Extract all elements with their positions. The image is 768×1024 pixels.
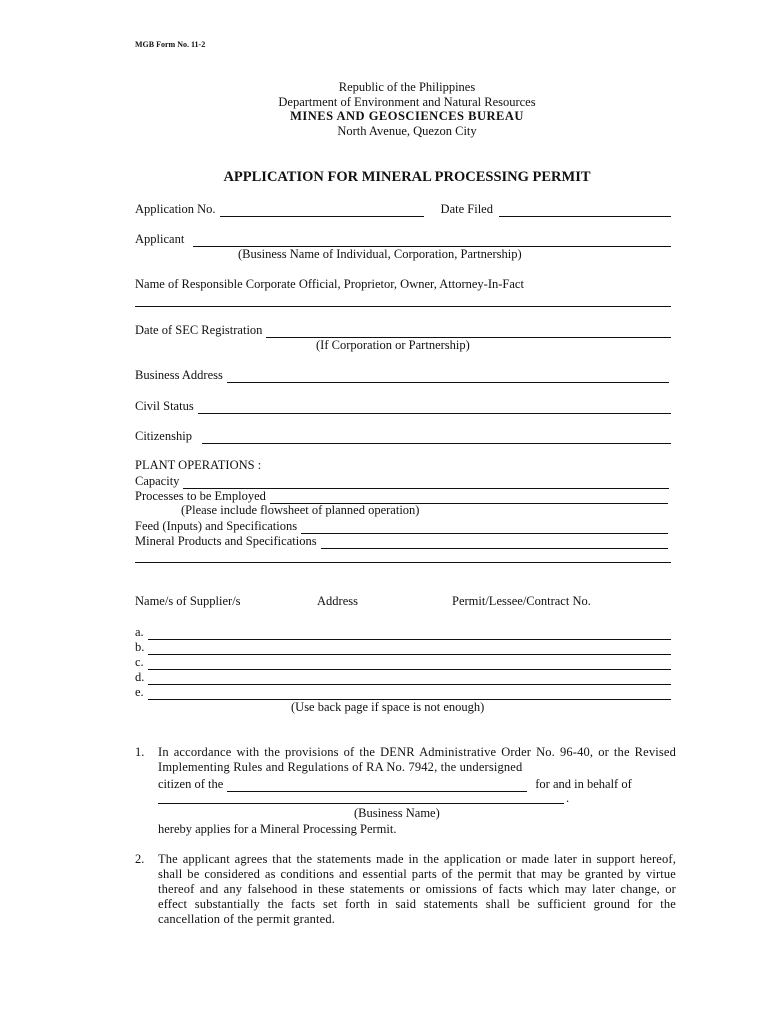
supplier-row-label: e. <box>135 685 144 699</box>
responsible-official-label: Name of Responsible Corporate Official, Proprietor, Owner, Attorney-In-Fact <box>135 277 524 291</box>
business-address-label: Business Address <box>135 368 223 382</box>
form-number: MGB Form No. 11-2 <box>135 40 206 49</box>
item1-business-name-field[interactable] <box>158 790 564 804</box>
feed-row <box>135 518 668 534</box>
applicant-note: (Business Name of Individual, Corporation, Partnership) <box>238 247 522 261</box>
feed-label: Feed (Inputs) and Specifications <box>135 519 298 533</box>
supplier-row-field[interactable] <box>148 686 671 700</box>
supplier-row <box>135 669 671 685</box>
date-filed-field[interactable] <box>499 203 671 217</box>
application-row <box>135 201 671 217</box>
supplier-row-label: a. <box>135 625 144 639</box>
application-no-field[interactable] <box>220 203 424 217</box>
item1-period: . <box>566 791 570 805</box>
suppliers-note: (Use back page if space is not enough) <box>291 700 485 714</box>
supplier-row-label: c. <box>135 655 144 669</box>
feed-field[interactable] <box>301 520 668 534</box>
sec-registration-label: Date of SEC Registration <box>135 323 263 337</box>
processes-note: (Please include flowsheet of planned operation) <box>181 503 420 517</box>
item1-citizen-label: citizen of the <box>158 777 224 791</box>
responsible-official-field[interactable] <box>135 292 671 307</box>
item2-text: The applicant agrees that the statements made in the application or made later in support hereof, shall be considered as conditions and essential parts of the permit that may be granted by virtue thereof and any falsehood in these statements or omissions of facts which may later change, or effect substantially the facts set forth in said statements shall be sufficient ground for the cancellation of the permit granted. <box>158 852 676 926</box>
civil-status-field[interactable] <box>198 400 671 414</box>
plant-operations-heading: PLANT OPERATIONS : <box>135 458 262 472</box>
civil-status-label: Civil Status <box>135 399 194 413</box>
supplier-row-field[interactable] <box>148 626 671 640</box>
application-no-label: Application No. <box>135 202 216 216</box>
date-filed-label: Date Filed <box>440 202 493 216</box>
products-label: Mineral Products and Specifications <box>135 534 317 548</box>
capacity-label: Capacity <box>135 474 180 488</box>
citizenship-row <box>135 428 671 444</box>
products-row <box>135 533 668 549</box>
item1-business-name-note: (Business Name) <box>354 806 440 820</box>
business-address-field[interactable] <box>227 369 669 383</box>
supplier-row-label: d. <box>135 670 145 684</box>
supplier-row <box>135 684 671 700</box>
supplier-address-heading: Address <box>317 594 358 608</box>
supplier-permit-heading: Permit/Lessee/Contract No. <box>452 594 591 608</box>
item1-number: 1. <box>135 745 145 759</box>
header-address: North Avenue, Quezon City <box>337 124 477 138</box>
item1-behalf-label: for and in behalf of <box>535 777 632 791</box>
supplier-row-field[interactable] <box>148 641 671 655</box>
capacity-row <box>135 473 669 489</box>
processes-field[interactable] <box>270 490 668 504</box>
sec-note: (If Corporation or Partnership) <box>316 338 470 352</box>
header-bureau: MINES AND GEOSCIENCES BUREAU <box>290 109 524 123</box>
products-field[interactable] <box>321 535 668 549</box>
citizenship-label: Citizenship <box>135 429 192 443</box>
applicant-row <box>135 231 671 247</box>
supplier-row-field[interactable] <box>148 656 671 670</box>
item1-applies-text: hereby applies for a Mineral Processing Permit. <box>158 822 397 836</box>
civil-status-row <box>135 398 671 414</box>
supplier-row-label: b. <box>135 640 145 654</box>
applicant-field[interactable] <box>193 233 671 247</box>
page-title: APPLICATION FOR MINERAL PROCESSING PERMIT <box>223 169 591 185</box>
products-extra-line[interactable] <box>135 549 671 563</box>
citizenship-field[interactable] <box>202 430 671 444</box>
supplier-row <box>135 654 671 670</box>
supplier-row <box>135 624 671 640</box>
supplier-row-field[interactable] <box>148 671 671 685</box>
item1-text: In accordance with the provisions of the DENR Administrative Order No. 96-40, or the Revised Implementing Rules and Regulations of RA No. 7942, the undersigned <box>158 745 676 774</box>
sec-row <box>135 322 671 338</box>
header-republic: Republic of the Philippines <box>338 80 476 94</box>
processes-label: Processes to be Employed <box>135 489 266 503</box>
business-address-row <box>135 367 669 383</box>
sec-registration-field[interactable] <box>266 324 671 338</box>
capacity-field[interactable] <box>183 475 669 489</box>
header-department: Department of Environment and Natural Resources <box>278 95 536 109</box>
item2-number: 2. <box>135 852 145 866</box>
processes-row <box>135 488 668 504</box>
applicant-label: Applicant <box>135 232 185 246</box>
supplier-name-heading: Name/s of Supplier/s <box>135 594 241 608</box>
supplier-row <box>135 639 671 655</box>
